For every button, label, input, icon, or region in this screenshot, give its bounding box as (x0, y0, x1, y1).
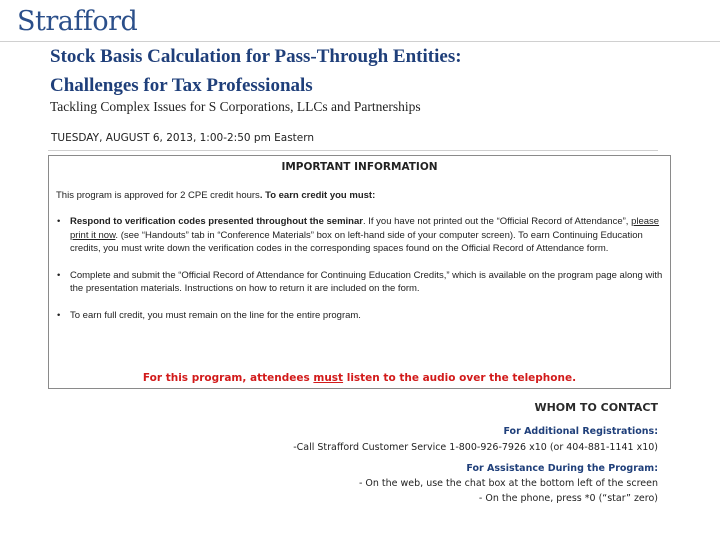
page-title-line-2: Challenges for Tax Professionals (50, 75, 313, 96)
credit-intro-main: This program is approved for 2 CPE credit hours (56, 190, 260, 201)
header-divider (0, 41, 720, 42)
date-divider (48, 150, 658, 151)
requirements-list (56, 215, 666, 335)
print-it-now-link[interactable]: please print it now (70, 216, 660, 241)
audio-notice-must: must (313, 372, 344, 384)
requirement-1-text-b: . (see “Handouts” tab in “Conference Materials” box on left-hand side of your computer screen). To earn Continuing Education credits, you must write down the verification codes in the corresponding spaces found on the Official Record of Attendance form. (70, 229, 643, 254)
registrations-line: -Call Strafford Customer Service 1-800-926-7926 x10 (or 404-881-1141 x10) (293, 442, 658, 453)
requirement-1-text-a: . If you have not printed out the “Official Record of Attendance”, (362, 216, 632, 227)
registrations-label: For Additional Registrations: (503, 426, 658, 437)
assistance-web-line: - On the web, use the chat box at the bottom left of the screen (358, 478, 658, 489)
requirement-item (56, 215, 666, 256)
page-title-line-1: Stock Basis Calculation for Pass-Through Entities: (50, 46, 462, 67)
assistance-label: For Assistance During the Program: (466, 463, 658, 474)
important-information-box (48, 155, 671, 389)
credit-intro (56, 190, 375, 201)
event-date: TUESDAY, AUGUST 6, 2013, 1:00-2:50 pm Eastern (51, 132, 315, 144)
contact-heading: WHOM TO CONTACT (534, 401, 658, 414)
audio-notice-b: listen to the audio over the telephone. (343, 372, 577, 384)
assistance-phone-line: - On the phone, press *0 (“star” zero) (478, 493, 658, 504)
requirement-item: • Complete and submit the “Official Record of Attendance for Continuing Education Credits,” which is available on the program page along with the presentation materials. Instructions on how to return it are included on the form. (56, 269, 666, 296)
page-subtitle: Tackling Complex Issues for S Corporations, LLCs and Partnerships (50, 99, 421, 114)
credit-intro-tail: . To earn credit you must: (259, 190, 376, 201)
info-heading: IMPORTANT INFORMATION (281, 161, 438, 173)
audio-notice-a: For this program, attendees (142, 372, 314, 384)
audio-notice (49, 372, 670, 384)
requirement-1-bold: Respond to verification codes presented throughout the seminar (70, 216, 363, 227)
strafford-logo: Strafford (17, 6, 138, 37)
requirement-item: • To earn full credit, you must remain on the line for the entire program. (56, 309, 666, 323)
